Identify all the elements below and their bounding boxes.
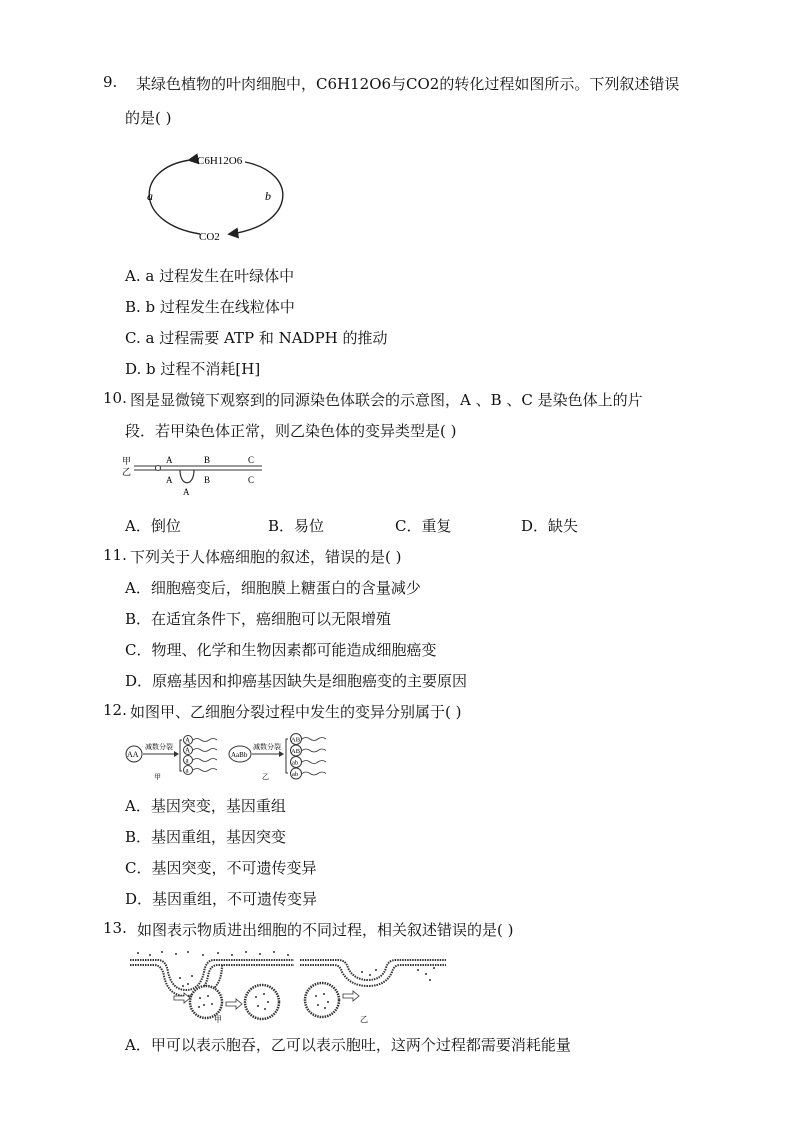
- q9-fig-bottom: CO2: [199, 231, 220, 243]
- q12-jia-arrow-label: 减数分裂: [145, 743, 173, 751]
- q12-option-b: B．基因重组，基因突变: [125, 828, 287, 846]
- q10-option-b: B．易位: [268, 517, 325, 535]
- svg-text:AB: AB: [291, 748, 301, 755]
- q13-fig-jia: 甲: [214, 1015, 222, 1024]
- q12-stem: 如图甲、乙细胞分裂过程中发生的变异分别属于( ): [130, 703, 462, 721]
- q9-option-c: C. a 过程需要 ATP 和 NADPH 的推动: [125, 329, 388, 347]
- svg-text:A: A: [166, 475, 173, 485]
- svg-text:a: a: [185, 756, 189, 765]
- q12-division-diagram: [122, 733, 332, 783]
- q12-option-d: D．基因重组，不可遗传变异: [125, 890, 318, 908]
- q12-option-a: A．基因突变，基因重组: [125, 797, 286, 815]
- q11-option-a: A．细胞癌变后，细胞膜上糖蛋白的含量减少: [125, 579, 421, 597]
- svg-text:C: C: [248, 455, 255, 465]
- q9-option-a: A. a 过程发生在叶绿体中: [125, 267, 295, 285]
- q10-option-d: D．缺失: [521, 517, 579, 535]
- q10-fig-yi: 乙: [122, 467, 132, 477]
- svg-text:AB: AB: [291, 736, 301, 744]
- q12-yi-parent: AaBb: [231, 751, 248, 759]
- q13-option-a: A．甲可以表示胞吞，乙可以表示胞吐，这两个过程都需要消耗能量: [125, 1036, 571, 1054]
- svg-text:B: B: [204, 455, 211, 465]
- q13-membrane-diagram: [128, 950, 458, 1025]
- svg-text:A: A: [166, 455, 173, 465]
- q10-option-a: A．倒位: [125, 517, 181, 535]
- q12-yi-arrow-label: 减数分裂: [253, 743, 281, 751]
- q10-stem-cont: 段．若甲染色体正常，则乙染色体的变异类型是( ): [125, 422, 457, 440]
- q10-number: 10.: [103, 389, 127, 407]
- svg-text:ab: ab: [292, 759, 299, 767]
- q9-stem-cont: 的是( ): [125, 109, 172, 127]
- q9-option-d: D. b 过程不消耗[H]: [125, 360, 261, 378]
- q9-option-b: B. b 过程发生在线粒体中: [125, 298, 295, 316]
- svg-text:ab: ab: [292, 771, 299, 778]
- q12-jia-label: 甲: [154, 773, 161, 781]
- q11-option-d: D．原癌基因和抑癌基因缺失是细胞癌变的主要原因: [125, 672, 468, 690]
- q9-fig-top: C6H12O6: [197, 155, 243, 167]
- q11-number: 11.: [103, 546, 127, 564]
- q9-fig-a: a: [147, 189, 153, 203]
- q9-fig-b: b: [265, 189, 271, 203]
- q12-number: 12.: [103, 701, 127, 719]
- q9-stem: 某绿色植物的叶肉细胞中，C6H12O6与CO2的转化过程如图所示。下列叙述错误: [136, 75, 680, 93]
- q12-jia-parent: AA: [127, 750, 139, 759]
- svg-text:B: B: [204, 475, 211, 485]
- q11-option-c: C．物理、化学和生物因素都可能造成细胞癌变: [125, 641, 437, 659]
- q13-stem: 如图表示物质进出细胞的不同过程，相关叙述错误的是( ): [137, 921, 514, 939]
- svg-text:A: A: [185, 736, 191, 745]
- q10-option-c: C．重复: [395, 517, 452, 535]
- svg-text:C: C: [248, 475, 255, 485]
- svg-text:A: A: [183, 487, 190, 497]
- q11-stem: 下列关于人体癌细胞的叙述，错误的是( ): [130, 548, 402, 566]
- q10-stem: 图是显微镜下观察到的同源染色体联会的示意图，A 、B 、C 是染色体上的片: [130, 391, 643, 409]
- q9-cycle-diagram: [135, 148, 295, 248]
- q10-chromosome-diagram: [122, 452, 267, 498]
- q12-option-c: C．基因突变，不可遗传变异: [125, 859, 317, 877]
- q9-number: 9.: [103, 73, 118, 91]
- q13-fig-yi: 乙: [360, 1015, 368, 1024]
- q12-yi-label: 乙: [262, 773, 269, 781]
- q11-option-b: B．在适宜条件下，癌细胞可以无限增殖: [125, 610, 392, 628]
- svg-text:A: A: [185, 746, 191, 755]
- svg-text:a: a: [185, 766, 189, 775]
- q13-number: 13.: [103, 919, 127, 937]
- q10-fig-jia: 甲: [122, 456, 132, 466]
